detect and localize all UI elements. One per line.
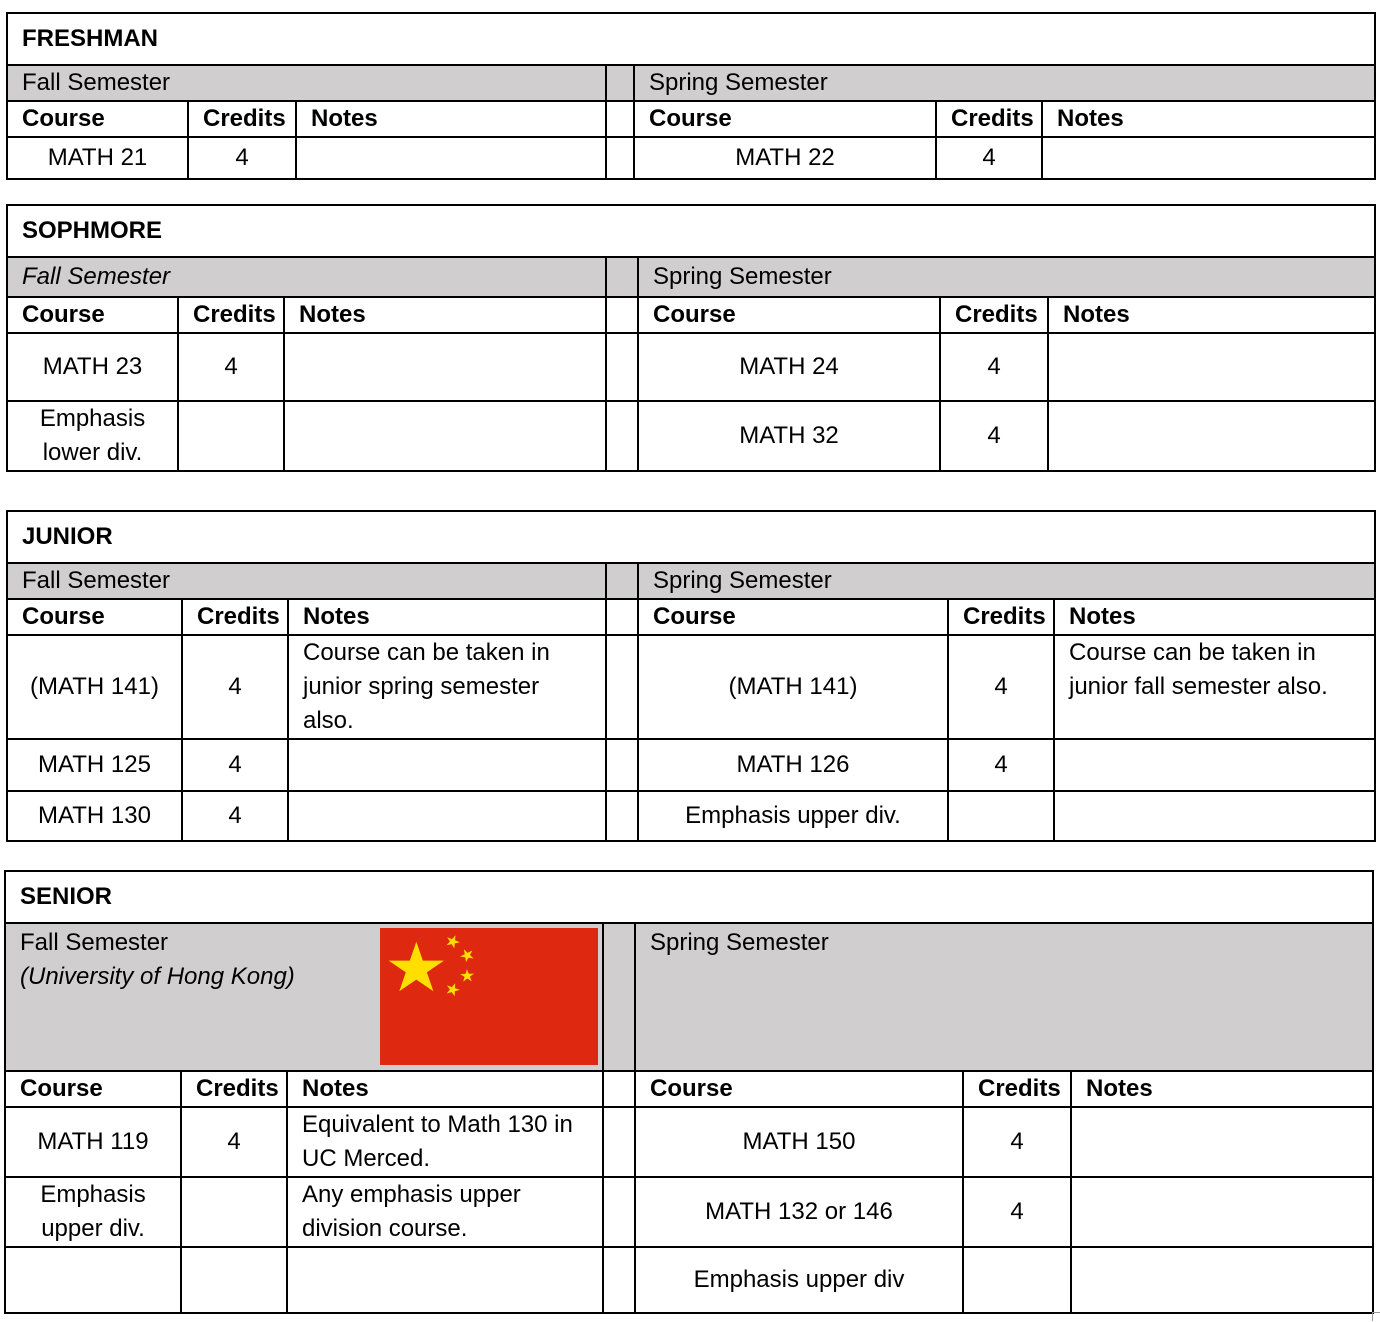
spring-semester-label: Spring Semester xyxy=(634,65,1375,101)
junior-table xyxy=(6,510,1376,842)
course-cell: (MATH 141) xyxy=(638,635,948,739)
notes-header: Notes xyxy=(296,101,606,137)
table-row xyxy=(7,137,1375,179)
margin-marker xyxy=(1372,1312,1380,1321)
credits-cell xyxy=(948,791,1054,841)
notes-cell xyxy=(1054,739,1375,791)
credits-header: Credits xyxy=(948,599,1054,635)
sophomore-table xyxy=(6,204,1376,472)
credits-cell: 4 xyxy=(963,1107,1071,1177)
table-row xyxy=(7,635,1375,739)
table-row xyxy=(5,1177,1373,1247)
credits-header: Credits xyxy=(188,101,296,137)
notes-cell xyxy=(1071,1247,1373,1313)
credits-cell: 4 xyxy=(181,1107,287,1177)
course-cell: MATH 24 xyxy=(638,333,940,401)
freshman-table xyxy=(6,12,1376,180)
credits-cell: 4 xyxy=(940,401,1048,471)
course-header: Course xyxy=(5,1071,181,1107)
credits-header: Credits xyxy=(963,1071,1071,1107)
course-cell: MATH 130 xyxy=(7,791,182,841)
credits-cell: 4 xyxy=(182,739,288,791)
notes-cell: Course can be taken in junior spring semester also. xyxy=(288,635,606,739)
credits-cell xyxy=(181,1177,287,1247)
notes-cell xyxy=(284,401,606,471)
credits-cell xyxy=(963,1247,1071,1313)
fall-semester-cell xyxy=(5,923,603,1071)
course-header: Course xyxy=(7,101,188,137)
notes-header: Notes xyxy=(1048,297,1375,333)
course-cell: MATH 32 xyxy=(638,401,940,471)
credits-cell: 4 xyxy=(963,1177,1071,1247)
credits-cell: 4 xyxy=(178,333,284,401)
notes-cell: Equivalent to Math 130 in UC Merced. xyxy=(287,1107,603,1177)
margin-marker xyxy=(0,843,5,863)
course-cell: MATH 119 xyxy=(5,1107,181,1177)
notes-cell xyxy=(1048,401,1375,471)
course-cell: Emphasis upper div xyxy=(635,1247,963,1313)
credits-header: Credits xyxy=(936,101,1042,137)
notes-cell: Course can be taken in junior fall semester also. xyxy=(1054,635,1375,739)
credits-cell: 4 xyxy=(948,635,1054,739)
year-title: SOPHMORE xyxy=(7,205,1375,257)
notes-cell xyxy=(287,1247,603,1313)
course-header: Course xyxy=(7,297,178,333)
credits-cell: 4 xyxy=(182,635,288,739)
notes-cell xyxy=(1054,791,1375,841)
fall-semester-label: Fall Semester xyxy=(7,65,606,101)
credits-cell xyxy=(178,401,284,471)
course-cell: Emphasis upper div. xyxy=(638,791,948,841)
table-row xyxy=(7,791,1375,841)
course-header: Course xyxy=(635,1071,963,1107)
table-row xyxy=(5,1107,1373,1177)
notes-cell xyxy=(1071,1107,1373,1177)
course-cell: MATH 22 xyxy=(634,137,936,179)
credits-cell: 4 xyxy=(188,137,296,179)
course-header: Course xyxy=(638,297,940,333)
year-title: SENIOR xyxy=(5,871,1373,923)
fall-semester-sublabel: (University of Hong Kong) xyxy=(20,963,295,990)
credits-cell: 4 xyxy=(940,333,1048,401)
china-flag-icon xyxy=(380,928,598,1065)
course-cell: MATH 23 xyxy=(7,333,178,401)
course-cell: MATH 21 xyxy=(7,137,188,179)
notes-cell xyxy=(288,739,606,791)
course-header: Course xyxy=(638,599,948,635)
course-cell: Emphasis upper div. xyxy=(5,1177,181,1247)
notes-cell: Any emphasis upper division course. xyxy=(287,1177,603,1247)
table-row xyxy=(7,401,1375,471)
fall-semester-label: Fall Semester xyxy=(20,929,169,956)
notes-cell xyxy=(288,791,606,841)
course-header: Course xyxy=(634,101,936,137)
table-row xyxy=(5,1247,1373,1313)
notes-cell xyxy=(284,333,606,401)
course-cell: MATH 125 xyxy=(7,739,182,791)
notes-cell xyxy=(1048,333,1375,401)
notes-header: Notes xyxy=(1042,101,1375,137)
spring-semester-label: Spring Semester xyxy=(638,563,1375,599)
credits-header: Credits xyxy=(182,599,288,635)
fall-semester-label: Fall Semester xyxy=(7,563,606,599)
notes-header: Notes xyxy=(288,599,606,635)
credits-cell: 4 xyxy=(948,739,1054,791)
credits-header: Credits xyxy=(940,297,1048,333)
table-row xyxy=(7,739,1375,791)
course-cell: MATH 126 xyxy=(638,739,948,791)
notes-cell xyxy=(296,137,606,179)
credits-header: Credits xyxy=(178,297,284,333)
spring-semester-label: Spring Semester xyxy=(635,923,1373,1071)
flag-field xyxy=(380,928,598,1065)
credits-cell: 4 xyxy=(936,137,1042,179)
course-header: Course xyxy=(7,599,182,635)
course-cell: (MATH 141) xyxy=(7,635,182,739)
notes-header: Notes xyxy=(284,297,606,333)
fall-semester-label: Fall Semester xyxy=(7,257,606,297)
notes-header: Notes xyxy=(287,1071,603,1107)
notes-header: Notes xyxy=(1071,1071,1373,1107)
notes-header: Notes xyxy=(1054,599,1375,635)
year-title: JUNIOR xyxy=(7,511,1375,563)
credits-cell xyxy=(181,1247,287,1313)
credits-cell: 4 xyxy=(182,791,288,841)
course-cell: Emphasis lower div. xyxy=(7,401,178,471)
senior-table xyxy=(4,870,1374,1314)
credits-header: Credits xyxy=(181,1071,287,1107)
notes-cell xyxy=(1071,1177,1373,1247)
spring-semester-label: Spring Semester xyxy=(638,257,1375,297)
course-cell: MATH 150 xyxy=(635,1107,963,1177)
year-title: FRESHMAN xyxy=(7,13,1375,65)
notes-cell xyxy=(1042,137,1375,179)
course-cell: MATH 132 or 146 xyxy=(635,1177,963,1247)
course-cell xyxy=(5,1247,181,1313)
table-row xyxy=(7,333,1375,401)
